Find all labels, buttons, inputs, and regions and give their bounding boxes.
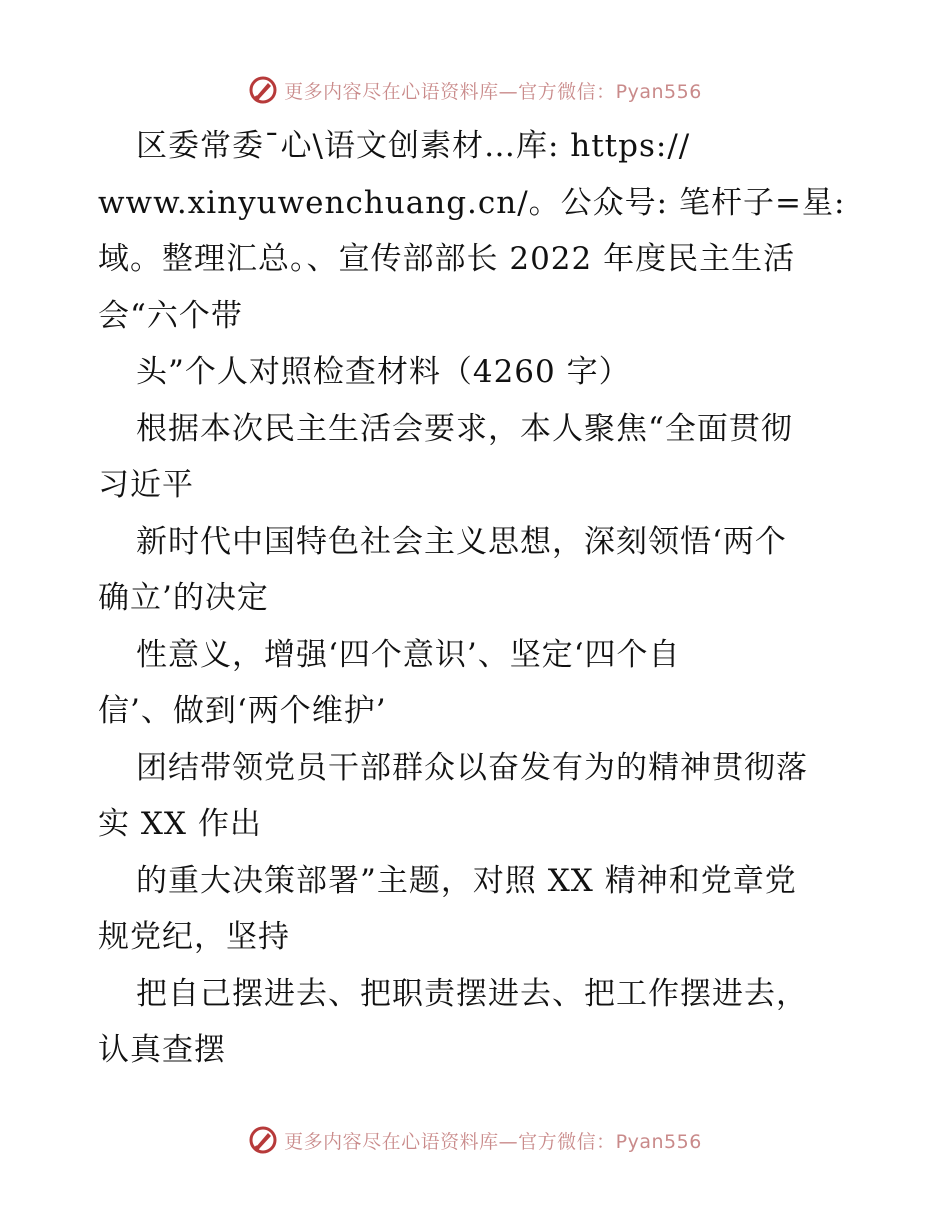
doc-line: www.xinyuwenchuang.cn/。公众号: 笔杆子=星:: [98, 184, 846, 221]
doc-line: 认真查摆: [98, 1032, 226, 1068]
doc-line: 实 XX 作出: [98, 806, 262, 842]
doc-line: 团结带领党员干部群众以奋发有为的精神贯彻落: [136, 749, 808, 786]
pen-seal-logo-icon: [248, 1125, 278, 1155]
pen-seal-logo-icon: [248, 75, 278, 105]
document-body: [98, 118, 858, 1079]
doc-line: 根据本次民主生活会要求，本人聚焦“全面贯彻: [136, 410, 793, 447]
doc-line: 规党纪，坚持: [98, 919, 290, 955]
doc-line: 新时代中国特色社会主义思想，深刻领悟‘两个: [136, 523, 787, 560]
footer-watermark: [0, 1120, 950, 1160]
doc-line: 性意义，增强‘四个意识’、坚定‘四个自: [136, 636, 681, 673]
watermark-text: 更多内容尽在心语资料库—官方微信：Pyan556: [284, 1130, 702, 1153]
doc-line: 会“六个带: [98, 297, 243, 334]
header-watermark: [0, 70, 950, 110]
doc-line: 确立’的决定: [98, 580, 269, 616]
doc-line: 区委常委¯心\语文创素材…库: https://: [136, 128, 691, 164]
doc-line: 信’、做到‘两个维护’: [98, 693, 387, 729]
doc-line: 把自己摆进去、把职责摆进去、把工作摆进去，: [136, 975, 808, 1012]
doc-line: 的重大决策部署”主题，对照 XX 精神和党章党: [136, 862, 797, 899]
watermark-text: 更多内容尽在心语资料库—官方微信：Pyan556: [284, 80, 702, 103]
doc-line: 头”个人对照检查材料（4260 字）: [136, 354, 631, 390]
doc-line: 域。整理汇总。、宣传部部长 2022 年度民主生活: [98, 241, 796, 277]
doc-line: 习近平: [98, 467, 194, 503]
